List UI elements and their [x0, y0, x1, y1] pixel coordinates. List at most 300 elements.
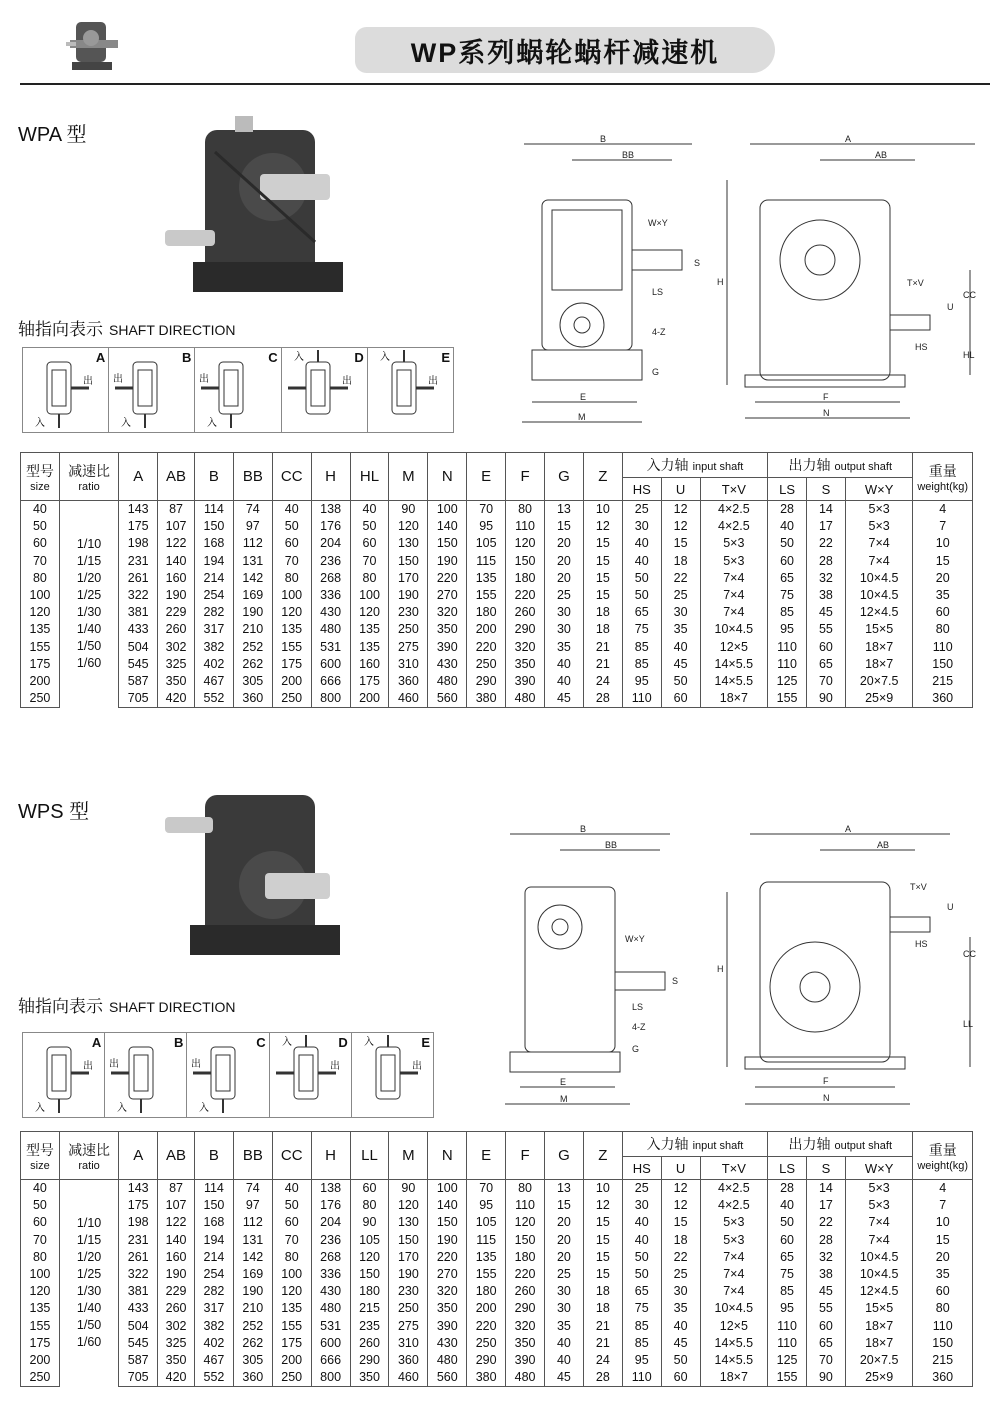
- table-cell: 160: [158, 570, 195, 587]
- table-cell: 90: [807, 690, 846, 708]
- table-cell: 120: [389, 518, 428, 535]
- table-header-cell: CC: [272, 1132, 311, 1180]
- shaft-out-label: 出: [113, 374, 124, 385]
- table-cell: 7×4: [845, 1214, 913, 1231]
- wpa-front-dim-u: U: [947, 302, 954, 312]
- table-cell: 5×3: [845, 1180, 913, 1198]
- table-cell: 252: [233, 639, 272, 656]
- table-cell: 110: [622, 690, 661, 708]
- shaft-in-label: 入: [363, 1037, 374, 1048]
- table-cell: 38: [807, 587, 846, 604]
- table-cell: 260: [158, 621, 195, 638]
- shaft-direction-letter: C: [268, 350, 278, 365]
- table-cell: 7×4: [700, 1266, 768, 1283]
- table-cell: 135: [467, 1249, 506, 1266]
- table-cell: 100: [272, 1266, 311, 1283]
- table-cell: 10×4.5: [700, 621, 768, 638]
- table-cell: 21: [583, 639, 622, 656]
- table-cell: 60: [913, 1283, 973, 1300]
- table-cell: 120: [272, 604, 311, 621]
- table-header-cell: AB: [158, 453, 195, 501]
- table-cell: 35: [661, 1300, 700, 1317]
- table-cell: 7×4: [700, 587, 768, 604]
- gearbox-logo-icon: [62, 12, 124, 74]
- table-cell: 95: [622, 673, 661, 690]
- table-cell: 50: [768, 1214, 807, 1231]
- table-cell: 7×4: [700, 1249, 768, 1266]
- table-cell: 10×4.5: [845, 570, 913, 587]
- table-cell: 560: [428, 690, 467, 708]
- table-cell: 75: [768, 587, 807, 604]
- table-cell: 250: [21, 690, 60, 708]
- header-cn-label: 型号: [25, 462, 54, 479]
- table-cell: 254: [194, 587, 233, 604]
- table-cell: 50: [661, 1352, 700, 1369]
- table-cell: 190: [389, 587, 428, 604]
- table-cell: 15: [583, 1232, 622, 1249]
- shaft-diagram-icon: [105, 1033, 187, 1117]
- wps-front-dim-u: U: [947, 902, 954, 912]
- table-cell: 120: [350, 604, 389, 621]
- wpa-side-dim-e: E: [580, 392, 587, 402]
- table-cell: 40: [272, 501, 311, 519]
- table-row: [21, 690, 973, 708]
- table-cell: 12: [661, 1180, 700, 1198]
- title-banner: [355, 27, 775, 73]
- table-header-cell: Z: [583, 453, 622, 501]
- table-header-cell: AB: [158, 1132, 195, 1180]
- header-cn-label: 出力轴: [788, 457, 831, 473]
- wpa-side-dim-ls: LS: [652, 287, 664, 297]
- table-cell: 290: [467, 673, 506, 690]
- wps-model-label: WPS 型: [18, 801, 90, 823]
- wpa-front-dim-hl: HL: [963, 350, 975, 360]
- table-cell: 80: [913, 1300, 973, 1317]
- table-cell: 4: [913, 1180, 973, 1198]
- table-cell: 40: [545, 1335, 584, 1352]
- shaft-direction-letter: D: [354, 350, 364, 365]
- table-cell: 15: [913, 553, 973, 570]
- shaft-out-label: 出: [109, 1059, 120, 1070]
- table-cell: 180: [350, 1283, 389, 1300]
- table-cell: 20: [545, 1232, 584, 1249]
- table-cell: 135: [272, 621, 311, 638]
- table-cell: 5×3: [845, 1197, 913, 1214]
- table-header-cell: M: [389, 453, 428, 501]
- header-cn-label: 减速比: [68, 1141, 111, 1158]
- table-cell: 150: [428, 535, 467, 552]
- header-cn-label: 型号: [25, 1141, 54, 1158]
- ratio-value: 1/10: [76, 537, 102, 552]
- table-cell: 430: [311, 604, 350, 621]
- table-cell: 60: [21, 535, 60, 552]
- table-header-cell: N: [428, 453, 467, 501]
- wps-front-dim-a: A: [845, 824, 852, 834]
- table-cell: 65: [622, 1283, 661, 1300]
- table-cell: 190: [233, 1283, 272, 1300]
- shaft-out-label: 出: [427, 376, 438, 387]
- table-cell: 40: [622, 535, 661, 552]
- table-cell: 70: [21, 1232, 60, 1249]
- table-cell: 12×4.5: [845, 1283, 913, 1300]
- table-cell: 24: [583, 1352, 622, 1369]
- table-header-cell: CC: [272, 453, 311, 501]
- size-header: [21, 453, 60, 501]
- header-en-label: size: [30, 480, 50, 493]
- table-cell: 90: [807, 1369, 846, 1387]
- table-cell: 480: [428, 673, 467, 690]
- table-cell: 261: [119, 1249, 158, 1266]
- table-cell: 504: [119, 1318, 158, 1335]
- table-cell: 180: [506, 1249, 545, 1266]
- table-cell: 30: [661, 1283, 700, 1300]
- table-cell: 80: [21, 570, 60, 587]
- table-cell: 107: [158, 518, 195, 535]
- shaft-in-label: 入: [207, 418, 218, 429]
- table-cell: 40: [622, 1214, 661, 1231]
- table-cell: 22: [807, 1214, 846, 1231]
- table-cell: 220: [506, 1266, 545, 1283]
- shaft-direction-letter: B: [182, 350, 192, 365]
- table-cell: 230: [389, 604, 428, 621]
- ratio-header: [59, 1132, 118, 1180]
- shaft-direction-letter: E: [421, 1035, 431, 1050]
- table-cell: 15: [545, 1197, 584, 1214]
- table-cell: 40: [768, 1197, 807, 1214]
- table-cell: 22: [807, 535, 846, 552]
- table-cell: 120: [21, 604, 60, 621]
- table-cell: 105: [467, 1214, 506, 1231]
- table-cell: 75: [768, 1266, 807, 1283]
- table-cell: 430: [428, 1335, 467, 1352]
- table-cell: 317: [194, 1300, 233, 1317]
- wpa-gearbox-photo: [165, 112, 350, 302]
- table-cell: 50: [622, 570, 661, 587]
- table-cell: 552: [194, 1369, 233, 1387]
- table-cell: 30: [545, 604, 584, 621]
- shaft-direction-e: [368, 348, 453, 432]
- shaft-diagram-icon: [270, 1033, 352, 1117]
- ratio-cell: [59, 1180, 118, 1387]
- table-cell: 275: [389, 1318, 428, 1335]
- table-cell: 17: [807, 518, 846, 535]
- ratio-value: 1/50: [76, 639, 102, 654]
- table-cell: 25: [622, 501, 661, 519]
- wps-side-dim-m: M: [560, 1094, 568, 1104]
- table-cell: 90: [389, 1180, 428, 1198]
- header-en-label: size: [30, 1159, 50, 1172]
- table-cell: 25×9: [845, 1369, 913, 1387]
- table-cell: 50: [622, 1249, 661, 1266]
- table-row: [21, 570, 973, 587]
- ratio-value: 1/25: [76, 588, 102, 603]
- table-cell: 170: [389, 570, 428, 587]
- table-cell: 250: [467, 656, 506, 673]
- table-cell: 20: [913, 570, 973, 587]
- table-cell: 20: [913, 1249, 973, 1266]
- table-cell: 85: [622, 1335, 661, 1352]
- table-cell: 125: [768, 673, 807, 690]
- table-cell: 70: [467, 501, 506, 519]
- table-cell: 480: [311, 621, 350, 638]
- table-cell: 198: [119, 1214, 158, 1231]
- table-cell: 12: [661, 518, 700, 535]
- table-row: [21, 673, 973, 690]
- input-shaft-header: [622, 1132, 767, 1157]
- table-cell: 18×7: [700, 690, 768, 708]
- table-header-cell: LS: [768, 478, 807, 501]
- shaft-in-label: 入: [35, 1103, 45, 1114]
- table-cell: 200: [21, 1352, 60, 1369]
- ratio-value: 1/15: [76, 554, 102, 569]
- wps-side-dim-z: 4-Z: [632, 1022, 646, 1032]
- wpa-side-dim-z: 4-Z: [652, 327, 666, 337]
- table-cell: 261: [119, 570, 158, 587]
- table-cell: 176: [311, 518, 350, 535]
- table-cell: 220: [428, 570, 467, 587]
- table-cell: 120: [272, 1283, 311, 1300]
- table-cell: 150: [428, 1214, 467, 1231]
- table-cell: 40: [545, 1352, 584, 1369]
- shaft-out-label: 出: [411, 1061, 422, 1072]
- table-cell: 18: [583, 1283, 622, 1300]
- table-row: [21, 518, 973, 535]
- table-cell: 800: [311, 690, 350, 708]
- table-cell: 20: [545, 553, 584, 570]
- wps-shaft-direction-row: [22, 1032, 434, 1118]
- table-cell: 194: [194, 1232, 233, 1249]
- table-cell: 24: [583, 673, 622, 690]
- table-cell: 198: [119, 535, 158, 552]
- table-cell: 320: [428, 1283, 467, 1300]
- table-row: [21, 621, 973, 638]
- table-header-cell: F: [506, 1132, 545, 1180]
- table-cell: 433: [119, 1300, 158, 1317]
- table-header-cell: BB: [233, 1132, 272, 1180]
- table-cell: 142: [233, 1249, 272, 1266]
- table-cell: 190: [158, 587, 195, 604]
- table-cell: 18: [583, 621, 622, 638]
- table-cell: 85: [622, 1318, 661, 1335]
- shaft-diagram-icon: [368, 348, 454, 432]
- table-header-cell: H: [311, 1132, 350, 1180]
- ratio-value: 1/30: [76, 605, 102, 620]
- table-cell: 32: [807, 1249, 846, 1266]
- table-cell: 122: [158, 1214, 195, 1231]
- table-cell: 262: [233, 1335, 272, 1352]
- table-row: [21, 1180, 973, 1198]
- table-cell: 115: [467, 553, 506, 570]
- table-cell: 14: [807, 1180, 846, 1198]
- table-cell: 350: [350, 1369, 389, 1387]
- table-cell: 5×3: [700, 553, 768, 570]
- table-row: [21, 1249, 973, 1266]
- table-header-cell: G: [545, 1132, 584, 1180]
- table-cell: 15: [661, 1214, 700, 1231]
- table-cell: 320: [428, 604, 467, 621]
- table-cell: 430: [428, 656, 467, 673]
- table-cell: 160: [350, 656, 389, 673]
- table-cell: 7×4: [845, 553, 913, 570]
- table-cell: 45: [807, 1283, 846, 1300]
- table-cell: 220: [467, 639, 506, 656]
- table-cell: 55: [807, 621, 846, 638]
- shaft-direction-letter: B: [174, 1035, 184, 1050]
- table-cell: 194: [194, 553, 233, 570]
- table-cell: 100: [272, 587, 311, 604]
- table-cell: 155: [272, 639, 311, 656]
- table-cell: 15: [913, 1232, 973, 1249]
- table-cell: 40: [661, 639, 700, 656]
- table-cell: 200: [467, 621, 506, 638]
- table-header-cell: S: [807, 478, 846, 501]
- table-cell: 18×7: [700, 1369, 768, 1387]
- table-cell: 60: [807, 1318, 846, 1335]
- table-cell: 95: [467, 518, 506, 535]
- header-cn-label: 重量: [928, 462, 957, 479]
- table-cell: 50: [622, 1266, 661, 1283]
- table-cell: 382: [194, 1318, 233, 1335]
- table-cell: 65: [768, 1249, 807, 1266]
- table-cell: 143: [119, 501, 158, 519]
- table-cell: 14×5.5: [700, 1352, 768, 1369]
- table-cell: 18×7: [845, 1335, 913, 1352]
- table-cell: 138: [311, 1180, 350, 1198]
- table-cell: 40: [272, 1180, 311, 1198]
- table-cell: 60: [350, 1180, 389, 1198]
- table-cell: 110: [913, 639, 973, 656]
- table-cell: 15: [583, 587, 622, 604]
- table-cell: 800: [311, 1369, 350, 1387]
- table-cell: 467: [194, 673, 233, 690]
- shaft-in-label: 入: [293, 352, 304, 363]
- table-cell: 150: [194, 1197, 233, 1214]
- table-cell: 10: [583, 1180, 622, 1198]
- table-cell: 87: [158, 501, 195, 519]
- table-cell: 70: [807, 673, 846, 690]
- wpa-front-dim-f: F: [823, 392, 829, 402]
- table-cell: 381: [119, 604, 158, 621]
- wps-side-dim-ls: LS: [632, 1002, 644, 1012]
- table-cell: 150: [506, 553, 545, 570]
- table-cell: 260: [506, 1283, 545, 1300]
- shaft-direction-e: [352, 1033, 433, 1117]
- table-cell: 45: [545, 690, 584, 708]
- table-cell: 230: [389, 1283, 428, 1300]
- table-cell: 204: [311, 535, 350, 552]
- table-cell: 120: [506, 1214, 545, 1231]
- shaft-diagram-icon: [195, 348, 281, 432]
- table-cell: 190: [389, 1266, 428, 1283]
- table-cell: 107: [158, 1197, 195, 1214]
- wps-side-view-diagram: [500, 822, 700, 1112]
- table-cell: 4: [913, 501, 973, 519]
- wps-front-dim-ab: AB: [877, 840, 890, 850]
- table-cell: 190: [233, 604, 272, 621]
- table-cell: 282: [194, 604, 233, 621]
- wps-front-dim-n: N: [823, 1093, 830, 1103]
- wps-side-dim-s: S: [672, 976, 679, 986]
- table-header-cell: N: [428, 1132, 467, 1180]
- table-cell: 110: [768, 1318, 807, 1335]
- table-header-cell: HS: [622, 1157, 661, 1180]
- ratio-value: 1/20: [76, 571, 102, 586]
- table-cell: 290: [467, 1352, 506, 1369]
- table-cell: 110: [622, 1369, 661, 1387]
- weight-header: [913, 1132, 973, 1180]
- table-cell: 322: [119, 1266, 158, 1283]
- table-cell: 60: [272, 1214, 311, 1231]
- table-cell: 250: [467, 1335, 506, 1352]
- wpa-front-dim-n: N: [823, 408, 830, 418]
- table-cell: 60: [350, 535, 389, 552]
- table-cell: 350: [158, 1352, 195, 1369]
- table-cell: 150: [913, 656, 973, 673]
- table-cell: 15: [583, 1266, 622, 1283]
- table-cell: 150: [389, 1232, 428, 1249]
- table-cell: 155: [768, 1369, 807, 1387]
- table-cell: 305: [233, 1352, 272, 1369]
- table-cell: 504: [119, 639, 158, 656]
- table-cell: 168: [194, 1214, 233, 1231]
- table-cell: 382: [194, 639, 233, 656]
- table-cell: 290: [506, 1300, 545, 1317]
- table-row: [21, 501, 973, 519]
- table-cell: 10×4.5: [845, 1249, 913, 1266]
- input-shaft-header: [622, 453, 767, 478]
- header-en-label: input shaft: [692, 461, 744, 473]
- table-cell: 60: [272, 535, 311, 552]
- table-cell: 100: [21, 1266, 60, 1283]
- table-cell: 5×3: [845, 518, 913, 535]
- table-cell: 80: [272, 570, 311, 587]
- wpa-front-dim-a: A: [845, 134, 852, 144]
- table-cell: 15: [661, 535, 700, 552]
- table-cell: 302: [158, 639, 195, 656]
- table-cell: 705: [119, 690, 158, 708]
- table-cell: 142: [233, 570, 272, 587]
- table-cell: 50: [272, 518, 311, 535]
- table-cell: 40: [622, 553, 661, 570]
- table-cell: 40: [21, 501, 60, 519]
- wpa-side-view-diagram: [512, 130, 712, 430]
- table-cell: 138: [311, 501, 350, 519]
- wpa-spec-table: [20, 452, 973, 708]
- table-cell: 320: [506, 1318, 545, 1335]
- table-cell: 250: [272, 1369, 311, 1387]
- table-cell: 95: [467, 1197, 506, 1214]
- table-cell: 250: [389, 621, 428, 638]
- table-cell: 600: [311, 656, 350, 673]
- table-header-cell: U: [661, 478, 700, 501]
- table-cell: 317: [194, 621, 233, 638]
- table-cell: 105: [467, 535, 506, 552]
- table-cell: 236: [311, 1232, 350, 1249]
- table-cell: 460: [389, 690, 428, 708]
- table-cell: 110: [768, 656, 807, 673]
- table-cell: 262: [233, 656, 272, 673]
- table-cell: 350: [506, 656, 545, 673]
- table-cell: 200: [272, 1352, 311, 1369]
- table-cell: 35: [913, 1266, 973, 1283]
- header-en-label: input shaft: [692, 1140, 744, 1152]
- table-cell: 70: [350, 553, 389, 570]
- table-cell: 60: [807, 639, 846, 656]
- table-cell: 290: [350, 1352, 389, 1369]
- table-row: [21, 1318, 973, 1335]
- table-cell: 531: [311, 639, 350, 656]
- table-cell: 260: [506, 604, 545, 621]
